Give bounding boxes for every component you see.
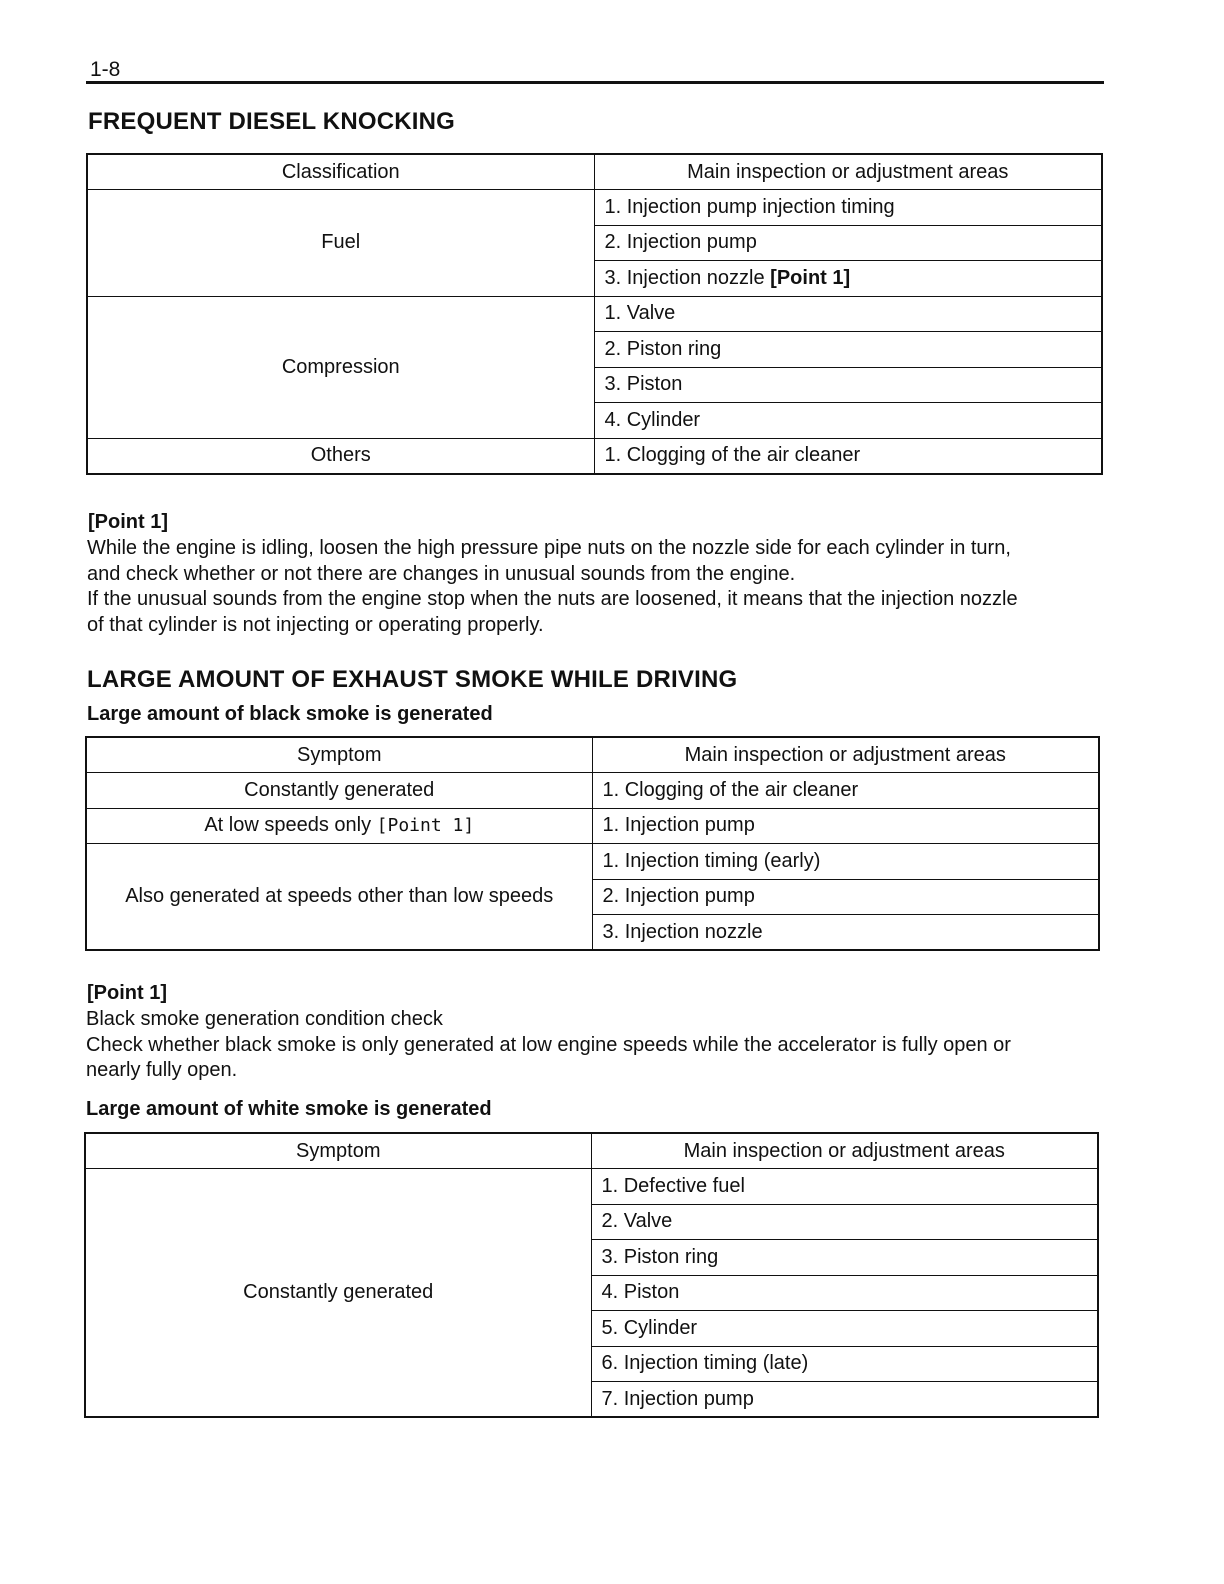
point-reference: [Point 1] [376,815,475,837]
text-line: nearly fully open. [86,1059,238,1081]
white-smoke-table [84,1132,1099,1418]
table-cell: 2. Injection pump [594,225,1102,261]
table-cell: 1. Defective fuel [591,1169,1098,1205]
header-rule [86,81,1104,84]
table-cell: 1. Injection timing (early) [592,844,1099,880]
table-cell: 1. Clogging of the air cleaner [594,438,1102,474]
text-line: While the engine is idling, loosen the high pressure pipe nuts on the nozzle side for each cylinder in turn, [87,537,1011,559]
symptom-constantly: Constantly generated [85,1169,591,1418]
black-smoke-table [85,736,1100,951]
table-row [87,296,1102,332]
table-cell: 5. Cylinder [591,1311,1098,1347]
symptom-other-speeds: Also generated at speeds other than low speeds [86,844,592,951]
header-classification: Classification [87,154,594,190]
section-title-exhaust-smoke: LARGE AMOUNT OF EXHAUST SMOKE WHILE DRIVING [87,666,738,693]
classification-fuel: Fuel [87,190,594,297]
header-inspection-areas: Main inspection or adjustment areas [592,737,1099,773]
symptom-low-speeds [86,808,592,844]
table-cell [594,261,1102,297]
point-1-text [87,536,1107,638]
header-symptom: Symptom [85,1133,591,1169]
symptom-text: At low speeds only [204,814,372,837]
classification-others: Others [87,438,594,474]
table-header-row [86,737,1099,773]
table-cell: 1. Injection pump injection timing [594,190,1102,226]
table-cell: 1. Injection pump [592,808,1099,844]
text-line: Check whether black smoke is only generated at low engine speeds while the accelerator is fully open or [86,1033,1011,1056]
white-smoke-subtitle: Large amount of white smoke is generated [86,1098,492,1120]
table-row [86,844,1099,880]
knocking-table [86,153,1103,475]
symptom-constantly: Constantly generated [86,773,592,809]
table-cell: 2. Injection pump [592,879,1099,915]
table-cell: 7. Injection pump [591,1382,1098,1418]
table-cell: 4. Piston [591,1275,1098,1311]
table-row [86,773,1099,809]
table-cell: 4. Cylinder [594,403,1102,439]
table-cell: 2. Valve [591,1204,1098,1240]
black-smoke-subtitle: Large amount of black smoke is generated [87,703,493,725]
text-line: and check whether or not there are changes in unusual sounds from the engine. [87,562,796,585]
table-row [87,190,1102,226]
table-cell: 3. Injection nozzle [592,915,1099,951]
point-1-title: [Point 1] [88,511,168,533]
table-header-row [85,1133,1098,1169]
table-cell: 2. Piston ring [594,332,1102,368]
table-header-row [87,154,1102,190]
header-inspection-areas: Main inspection or adjustment areas [594,154,1102,190]
header-symptom: Symptom [86,737,592,773]
point-1-title-black-smoke: [Point 1] [87,982,167,1004]
text-line: Black smoke generation condition check [86,1008,443,1030]
page-number: 1-8 [90,58,121,81]
table-cell: 1. Clogging of the air cleaner [592,773,1099,809]
text-line: If the unusual sounds from the engine stop when the nuts are loosened, it means that the injection nozzle [87,588,1018,610]
item-text: 3. Injection nozzle [604,266,765,289]
point-reference: [Point 1] [770,266,851,289]
table-cell: 3. Piston ring [591,1240,1098,1276]
table-cell: 3. Piston [594,367,1102,403]
table-row [86,808,1099,844]
section-title-diesel-knocking: FREQUENT DIESEL KNOCKING [88,108,456,135]
table-row [85,1169,1098,1205]
table-row [87,438,1102,474]
table-cell: 6. Injection timing (late) [591,1346,1098,1382]
table-cell: 1. Valve [594,296,1102,332]
text-line: of that cylinder is not injecting or operating properly. [87,613,544,636]
header-inspection-areas: Main inspection or adjustment areas [591,1133,1098,1169]
classification-compression: Compression [87,296,594,438]
black-smoke-point-text [86,1007,1108,1084]
